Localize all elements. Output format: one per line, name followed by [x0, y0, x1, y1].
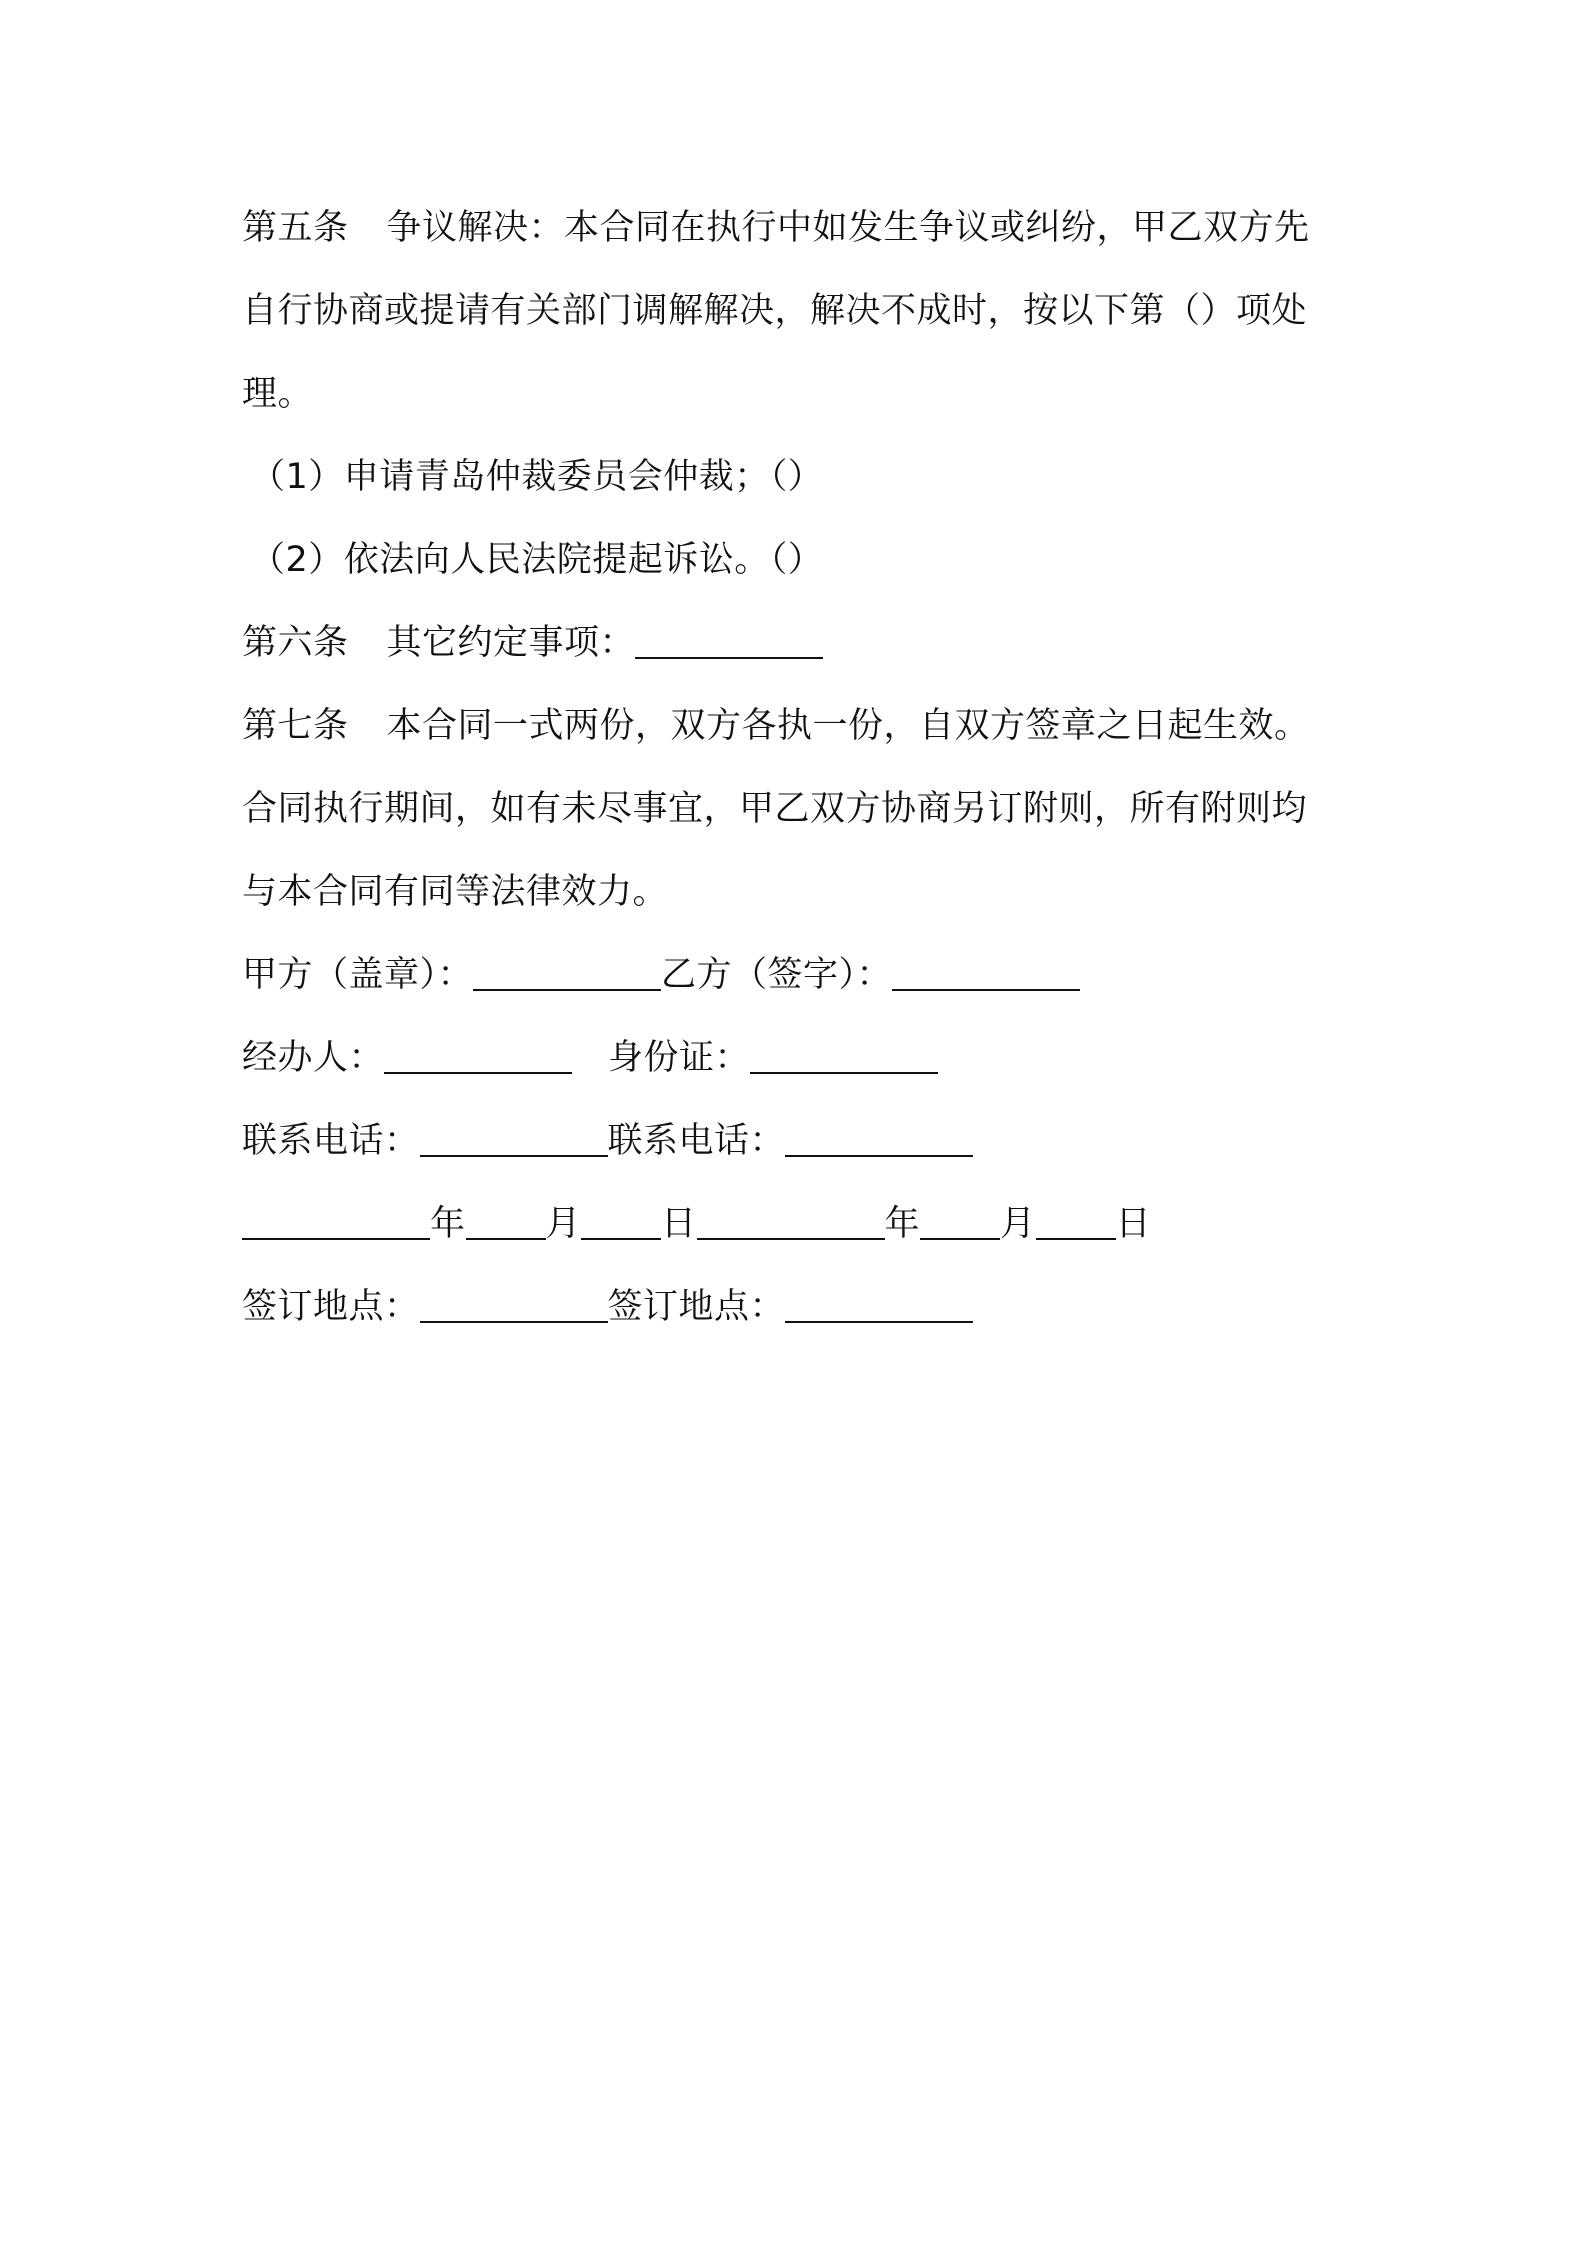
phone-line: [242, 1111, 1352, 1194]
article5-line2: [242, 281, 1352, 364]
article7-line1: [242, 696, 1352, 779]
place-label-b: 签订地点：: [607, 1287, 786, 1327]
phone-a-blank[interactable]: [420, 1120, 608, 1157]
article6-label: 其它约定事项：: [386, 623, 636, 663]
phone-label-a: 联系电话：: [242, 1121, 420, 1161]
article7-text-line3: 与本合同有同等法律效力。: [242, 872, 669, 912]
day-b-label: 日: [1115, 1204, 1152, 1244]
article5-text-line3: 理。: [242, 374, 314, 414]
day-a-blank[interactable]: [581, 1203, 661, 1240]
month-a-label: 月: [545, 1204, 582, 1244]
id-label: 身份证：: [608, 1038, 751, 1078]
article6-heading: 第六条: [242, 623, 349, 663]
article5-option2: [242, 530, 1352, 613]
option1-text: （1）申请青岛仲裁委员会仲裁；（）: [250, 457, 824, 497]
place-b-blank[interactable]: [785, 1286, 973, 1323]
year-b-label: 年: [884, 1204, 921, 1244]
place-a-blank[interactable]: [420, 1286, 608, 1323]
article7-line2: [242, 779, 1352, 862]
article7-text-line2: 合同执行期间，如有未尽事宜，甲乙双方协商另订附则，所有附则均: [242, 789, 1308, 829]
day-b-blank[interactable]: [1036, 1203, 1116, 1240]
article7-heading: 第七条: [242, 706, 349, 746]
phone-label-b: 联系电话：: [607, 1121, 786, 1161]
year-a-label: 年: [430, 1204, 466, 1244]
article5-heading: 第五条: [242, 208, 349, 248]
id-blank[interactable]: [750, 1037, 938, 1074]
phone-b-blank[interactable]: [785, 1120, 973, 1157]
article7-line3: [242, 862, 1352, 945]
month-a-blank[interactable]: [466, 1203, 546, 1240]
option2-text: （2）依法向人民法院提起诉讼。（）: [250, 540, 824, 580]
handler-label: 经办人：: [242, 1038, 385, 1078]
place-label-a: 签订地点：: [242, 1287, 420, 1327]
article6-line: [242, 613, 1352, 696]
month-b-blank[interactable]: [920, 1203, 1000, 1240]
party-b-blank[interactable]: [892, 954, 1080, 991]
year-b-blank[interactable]: [697, 1203, 885, 1240]
article5-option1: [242, 447, 1352, 530]
contract-body: [242, 198, 1352, 1360]
article5-line1: [242, 198, 1352, 281]
handler-line: [242, 1028, 1352, 1111]
other-terms-blank[interactable]: [635, 622, 823, 659]
month-b-label: 月: [1000, 1204, 1036, 1244]
date-line: [242, 1194, 1352, 1277]
year-a-blank[interactable]: [242, 1203, 430, 1240]
place-line: [242, 1277, 1352, 1360]
party-a-label: 甲方（盖章）：: [242, 955, 474, 995]
article5-text-line1: 争议解决：本合同在执行中如发生争议或纠纷，甲乙双方先: [386, 208, 1310, 248]
party-line: [242, 945, 1352, 1028]
article5-line3: [242, 364, 1352, 447]
article5-text-line2: 自行协商或提请有关部门调解解决，解决不成时，按以下第（）项处: [242, 291, 1308, 331]
handler-blank[interactable]: [384, 1037, 572, 1074]
article7-text-line1: 本合同一式两份，双方各执一份，自双方签章之日起生效。: [386, 706, 1310, 746]
party-a-blank[interactable]: [473, 954, 661, 991]
party-b-label: 乙方（签字）：: [661, 955, 893, 995]
day-a-label: 日: [661, 1204, 697, 1244]
